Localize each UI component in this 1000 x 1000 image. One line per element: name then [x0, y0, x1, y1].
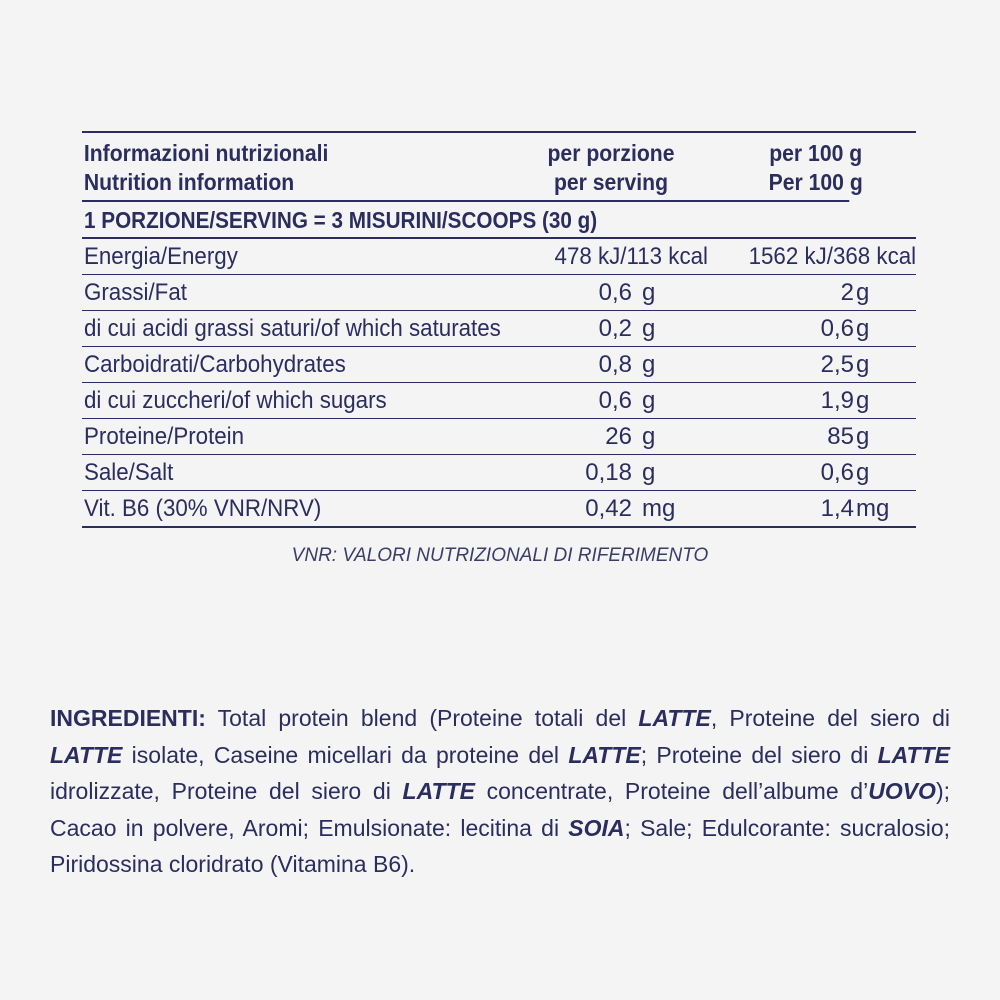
value-per-serving: 0,18 — [585, 459, 632, 486]
table-row — [82, 419, 916, 455]
ingredients-text: ); Cacao in polvere, Aromi; Emulsionate: lecitina di — [50, 778, 951, 841]
ingredients-text: concentrate, Proteine dell’albume d’ — [474, 778, 869, 804]
ingredients-label: INGREDIENTI: — [50, 705, 206, 731]
header-label-it: Informazioni nutrizionali — [83, 140, 329, 166]
table-header — [82, 133, 863, 202]
value-per-serving: 0,42 — [585, 495, 632, 522]
header-per-100g-column — [740, 139, 892, 197]
row-label: Vit. B6 (30% VNR/NRV) — [84, 495, 322, 522]
allergen-egg: UOVO — [868, 778, 936, 804]
unit-per-serving: g — [642, 423, 656, 450]
ingredients-text: Total protein blend (Proteine totali del — [205, 705, 639, 731]
header-per-portion-it: per porzione — [547, 140, 675, 166]
table-row — [82, 311, 916, 347]
row-label: Carboidrati/Carbohydrates — [84, 351, 346, 378]
ingredients-text: isolate, Caseine micellari da proteine del — [122, 741, 569, 768]
header-per100-en: Per 100 g — [768, 169, 863, 195]
value-per-100g: 2 — [840, 279, 854, 306]
table-row — [82, 491, 916, 528]
value-per-serving: 0,6 — [598, 279, 632, 306]
value-per-100g: 2,5 — [820, 351, 854, 378]
header-per100-it: per 100 g — [769, 140, 863, 166]
value-per-100g: 0,6 — [820, 459, 854, 486]
value-per-100g: 1,9 — [820, 387, 854, 414]
energy-per-100g: 1562 kJ/368 kcal — [748, 243, 916, 270]
ingredients-text: ; Sale; Edulcorante: sucralosio; Piridossina cloridrato (Vitamina B6). — [50, 814, 950, 877]
allergen-milk: LATTE — [638, 705, 711, 731]
unit-per-serving: g — [642, 351, 656, 378]
row-label: di cui acidi grassi saturi/of which saturates — [84, 315, 501, 342]
allergen-milk: LATTE — [50, 741, 123, 768]
unit-per-100g: g — [856, 315, 870, 342]
allergen-milk: LATTE — [877, 741, 950, 768]
table-row — [82, 275, 916, 311]
value-per-serving: 0,8 — [598, 351, 632, 378]
allergen-soy: SOIA — [568, 814, 625, 841]
energy-per-serving: 478 kJ/113 kcal — [554, 243, 708, 270]
value-per-serving: 26 — [605, 423, 632, 450]
table-row — [82, 383, 916, 419]
row-label: Sale/Salt — [84, 459, 174, 486]
unit-per-serving: g — [642, 315, 656, 342]
unit-per-serving: g — [642, 387, 656, 414]
unit-per-serving: g — [642, 279, 656, 306]
value-per-100g: 85 — [827, 423, 854, 450]
serving-size-row — [82, 202, 916, 239]
unit-per-serving: g — [642, 459, 656, 486]
ingredients-text: , Proteine del siero di — [710, 705, 950, 731]
ingredients-paragraph — [50, 700, 950, 883]
allergen-milk: LATTE — [568, 741, 641, 768]
allergen-milk: LATTE — [402, 778, 475, 804]
value-per-serving: 0,2 — [598, 315, 632, 342]
unit-per-100g: g — [856, 459, 870, 486]
unit-per-100g: g — [856, 387, 870, 414]
nutrition-table — [82, 131, 916, 528]
unit-per-serving: mg — [642, 495, 676, 522]
value-per-100g: 0,6 — [820, 315, 854, 342]
table-row — [82, 347, 916, 383]
table-row — [82, 455, 916, 491]
value-per-100g: 1,4 — [820, 495, 854, 522]
row-label: di cui zuccheri/of which sugars — [84, 387, 387, 414]
row-label: Energia/Energy — [84, 243, 238, 270]
header-label-column — [84, 139, 329, 197]
row-label: Proteine/Protein — [84, 423, 245, 450]
unit-per-100g: g — [856, 351, 870, 378]
ingredients-text: ; Proteine del siero di — [640, 741, 878, 768]
reference-values-footnote: VNR: VALORI NUTRIZIONALI DI RIFERIMENTO — [291, 545, 709, 566]
unit-per-100g: mg — [856, 495, 890, 522]
value-per-serving: 0,6 — [598, 387, 632, 414]
header-label-en: Nutrition information — [83, 169, 295, 195]
serving-size-text: 1 PORZIONE/SERVING = 3 MISURINI/SCOOPS (30 g) — [84, 207, 598, 233]
header-per-serving-column — [542, 139, 680, 197]
unit-per-100g: g — [856, 279, 870, 306]
table-row-energy — [82, 239, 916, 275]
unit-per-100g: g — [856, 423, 870, 450]
row-label: Grassi/Fat — [84, 279, 187, 306]
header-per-portion-en: per serving — [553, 169, 669, 195]
ingredients-text: idrolizzate, Proteine del siero di — [50, 778, 403, 804]
